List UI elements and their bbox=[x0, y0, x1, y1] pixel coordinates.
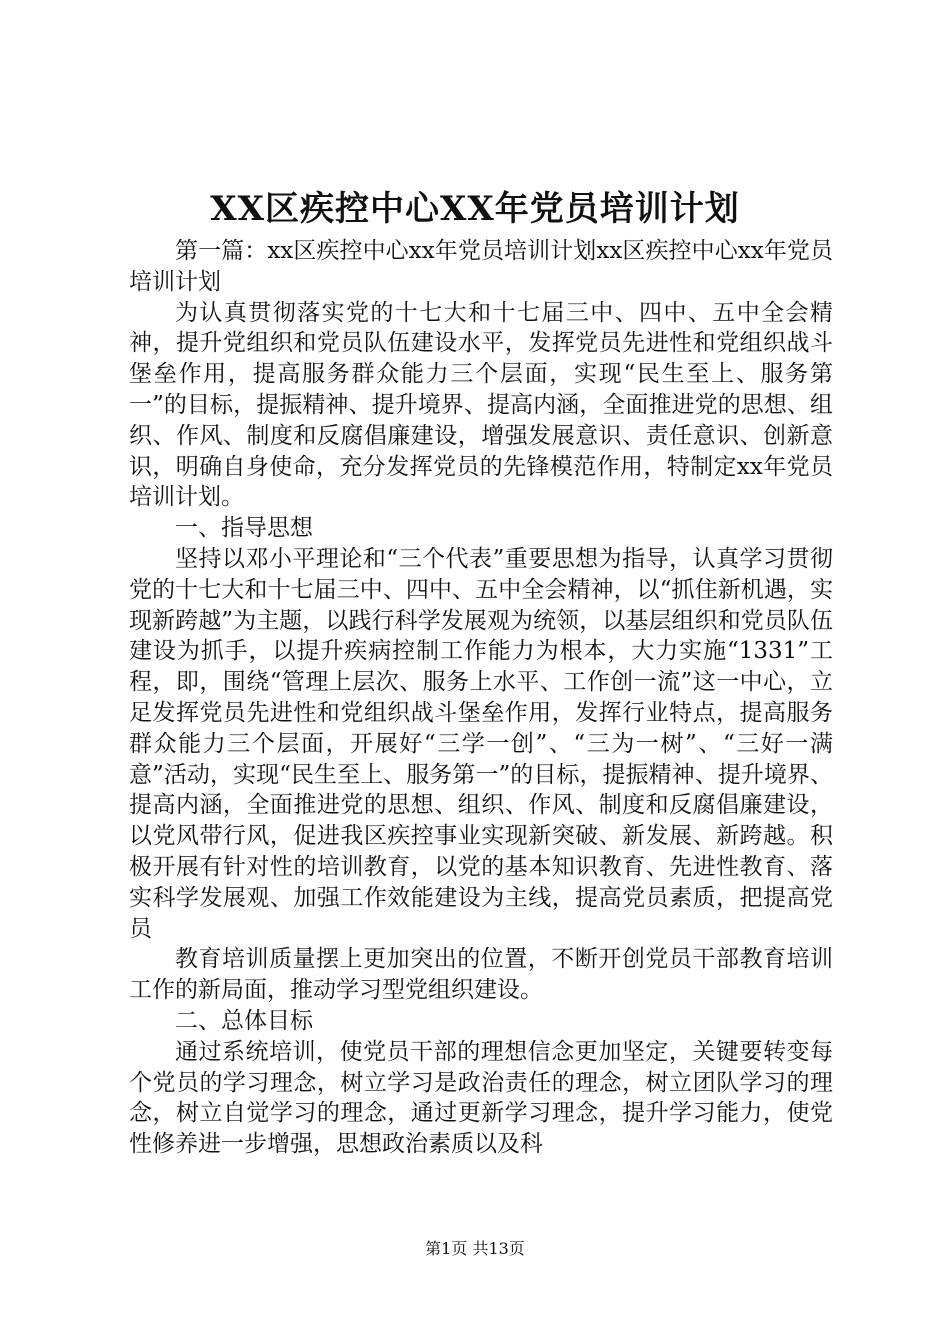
section-heading-overall-goal: 二、总体目标 bbox=[175, 1007, 313, 1034]
paragraph-purpose: 为认真贯彻落实党的十七大和十七届三中、四中、五中全会精神，提升党组织和党员队伍建设水平，发挥党员先进性和党组织战斗堡垒作用，提高服务群众能力三个层面，实现“民生至上、服务第一”的目标，提振精神、提升境界、提高内涵，全面推进党的思想、组织、作风、制度和反腐倡廉建设，增强发展意识、责任意识、创新意识，明确自身使命，充分发挥党员的先锋模范作用，特制定xx年党员培训计划。 bbox=[129, 299, 833, 511]
section-heading-guiding-thought: 一、指导思想 bbox=[175, 515, 313, 542]
paragraph-guiding-thought: 坚持以邓小平理论和“三个代表”重要思想为指导，认真学习贯彻党的十七大和十七届三中、四中、五中全会精神，以“抓住新机遇，实现新跨越”为主题，以践行科学发展观为统领，以基层组织和党员队伍建设为抓手，以提升疾病控制工作能力为根本，大力实施“1331”工程，即，围绕“管理上层次、服务上水平、工作创一流”这一中心，立足发挥党员先进性和党组织战斗堡垒作用，发挥行业特点，提高服务群众能力三个层面，开展好“三学一创”、“三为一树”、“三好一满意”活动，实现“民生至上、服务第一”的目标，提振精神、提升境界、提高内涵，全面推进党的思想、组织、作风、制度和反腐倡廉建设，以党风带行风，促进我区疾控事业实现新突破、新发展、新跨越。积极开展有针对性的培训教育，以党的基本知识教育、先进性教育、落实科学发展观、加强工作效能建设为主线，提高党员素质，把提高党员 bbox=[129, 545, 833, 942]
page-number-footer: 第1页 共13页 bbox=[425, 1239, 525, 1258]
paragraph-training-quality: 教育培训质量摆上更加突出的位置，不断开创党员干部教育培训工作的新局面，推动学习型党组织建设。 bbox=[129, 946, 833, 1004]
document-title: XX区疾控中心XX年党员培训计划 bbox=[210, 189, 740, 229]
paragraph-intro: 第一篇：xx区疾控中心xx年党员培训计划xx区疾控中心xx年党员培训计划 bbox=[129, 238, 833, 295]
document-body bbox=[129, 236, 833, 1160]
paragraph-overall-goal: 通过系统培训，使党员干部的理想信念更加坚定，关键要转变每个党员的学习理念，树立学习是政治责任的理念，树立团队学习的理念，树立自觉学习的理念，通过更新学习理念，提升学习能力，使党性修养进一步增强，思想政治素质以及科 bbox=[129, 1038, 833, 1158]
